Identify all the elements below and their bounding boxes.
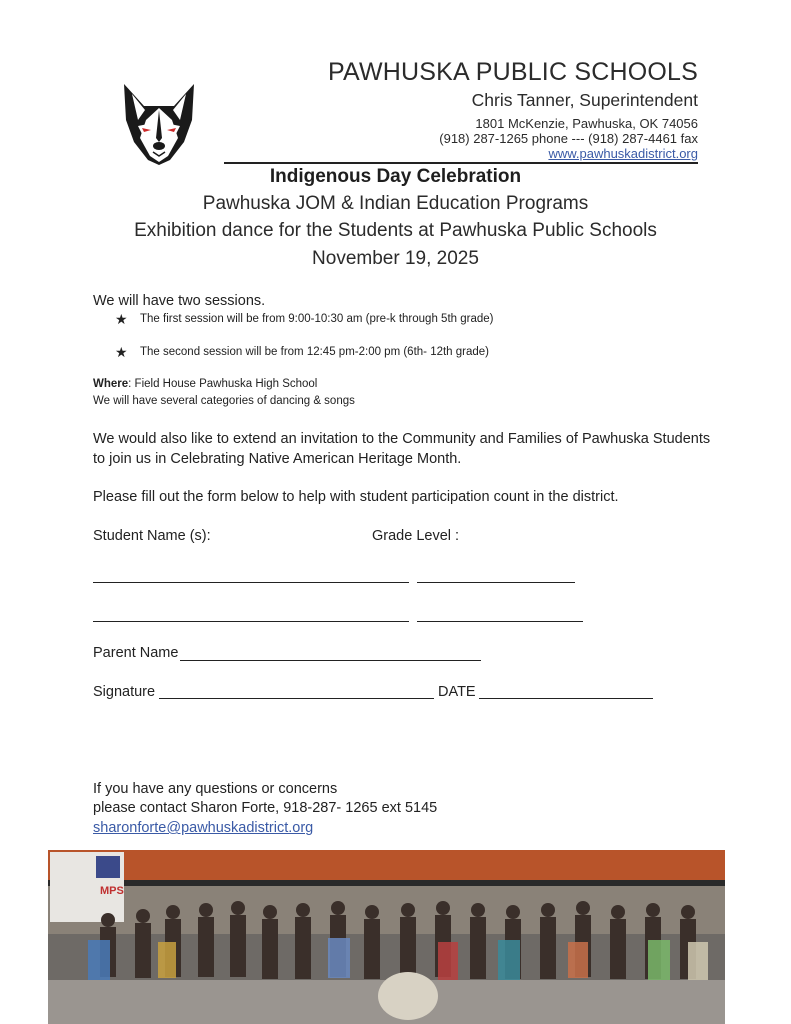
header-rule bbox=[224, 162, 698, 164]
grade-level-field-2[interactable] bbox=[417, 621, 583, 622]
group-photo bbox=[48, 850, 725, 1024]
sessions-intro: We will have two sessions. bbox=[93, 293, 266, 309]
date-label: DATE bbox=[438, 684, 476, 700]
banner-text: MPS bbox=[100, 885, 124, 897]
event-date: November 19, 2025 bbox=[312, 248, 479, 269]
school-name: PAWHUSKA PUBLIC SCHOOLS bbox=[328, 58, 698, 86]
contact-line-2: please contact Sharon Forte, 918-287- 1265 ext 5145 bbox=[93, 800, 438, 816]
student-name-field-1[interactable] bbox=[93, 582, 409, 583]
signature-field[interactable] bbox=[159, 698, 434, 699]
address: 1801 McKenzie, Pawhuska, OK 74056 bbox=[475, 116, 698, 131]
parent-name-label: Parent Name bbox=[93, 645, 179, 661]
website-link[interactable]: www.pawhuskadistrict.org bbox=[548, 146, 698, 161]
parent-name-field[interactable] bbox=[180, 660, 481, 661]
event-title: Indigenous Day Celebration bbox=[269, 166, 522, 187]
programs-title: Pawhuska JOM & Indian Education Programs bbox=[202, 193, 589, 214]
where-label: Where bbox=[93, 378, 129, 390]
student-name-field-2[interactable] bbox=[93, 621, 409, 622]
grade-level-field-1[interactable] bbox=[417, 582, 575, 583]
star-bullet-icon: ★ bbox=[115, 311, 128, 327]
where-note: We will have several categories of dancing & songs bbox=[93, 395, 355, 407]
date-field[interactable] bbox=[479, 698, 653, 699]
exhibition-title: Exhibition dance for the Students at Pawhuska Public Schools bbox=[134, 220, 657, 241]
session-2: The second session will be from 12:45 pm-2:00 pm (6th- 12th grade) bbox=[140, 346, 490, 358]
grade-level-label: Grade Level : bbox=[372, 528, 460, 544]
star-bullet-icon: ★ bbox=[115, 344, 128, 360]
session-1: The first session will be from 9:00-10:30 am (pre-k through 5th grade) bbox=[140, 313, 494, 325]
invitation-line-2: to join us in Celebrating Native American Heritage Month. bbox=[93, 451, 462, 467]
wolf-logo-icon bbox=[118, 80, 200, 166]
contact-email-link[interactable]: sharonforte@pawhuskadistrict.org bbox=[93, 820, 314, 836]
where-value: : Field House Pawhuska High School bbox=[128, 378, 318, 390]
where-line bbox=[93, 378, 317, 390]
contact-line-1: If you have any questions or concerns bbox=[93, 781, 338, 797]
signature-label: Signature bbox=[93, 684, 156, 700]
phone-fax: (918) 287-1265 phone --- (918) 287-4461 fax bbox=[439, 131, 698, 146]
superintendent: Chris Tanner, Superintendent bbox=[471, 90, 698, 110]
student-name-label: Student Name (s): bbox=[93, 528, 211, 544]
form-instructions: Please fill out the form below to help with student participation count in the district. bbox=[93, 489, 619, 505]
invitation-line-1: We would also like to extend an invitation to the Community and Families of Pawhuska Students bbox=[93, 431, 711, 447]
